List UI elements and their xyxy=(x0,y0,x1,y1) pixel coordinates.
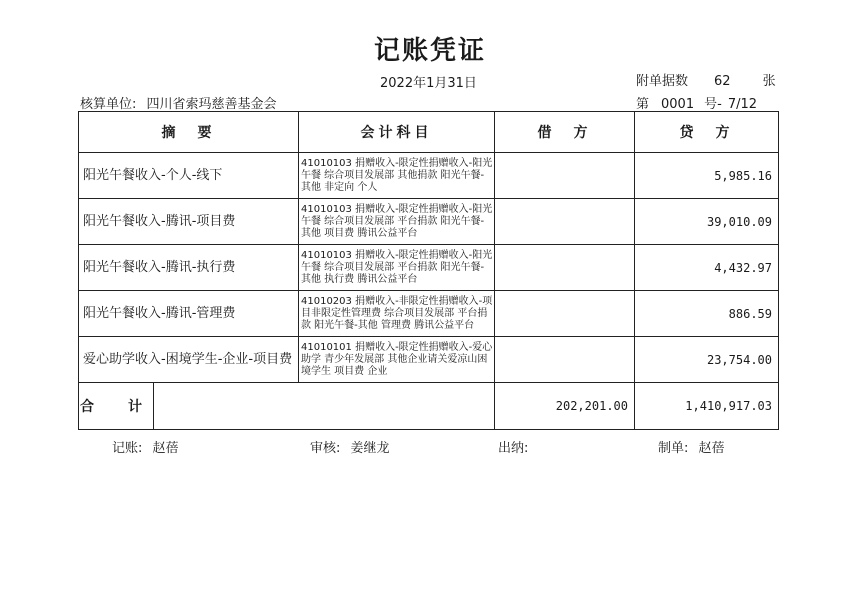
row-summary: 阳光午餐收入-腾讯-项目费 xyxy=(79,199,299,245)
row-summary: 阳光午餐收入-个人-线下 xyxy=(79,153,299,199)
total-label-cell xyxy=(79,383,495,430)
voucher-number-separator: 号- xyxy=(704,97,722,112)
table-row xyxy=(79,245,779,291)
attachment-number: 62 xyxy=(714,74,731,89)
reviewer-label: 审核: xyxy=(310,441,341,456)
accounting-unit-name: 四川省索玛慈善基金会 xyxy=(146,97,277,112)
accounting-unit xyxy=(80,93,277,112)
row-account: 41010101 捐赠收入-限定性捐赠收入-爱心助学 青少年发展部 其他企业请关爱凉山困境学生 项目费 企业 xyxy=(299,337,495,383)
row-credit: 886.59 xyxy=(635,291,779,337)
total-row xyxy=(79,383,779,430)
attachment-label: 附单据数 xyxy=(636,74,689,89)
table-row xyxy=(79,153,779,199)
voucher-table xyxy=(78,111,779,430)
voucher-number xyxy=(636,93,757,112)
row-summary: 阳光午餐收入-腾讯-管理费 xyxy=(79,291,299,337)
attachment-unit: 张 xyxy=(762,74,776,89)
reviewer-name: 姜继龙 xyxy=(350,441,390,456)
preparer xyxy=(658,437,725,456)
voucher-number-label: 第 xyxy=(636,97,650,112)
row-account: 41010203 捐赠收入-非限定性捐赠收入-项目非限定性管理费 综合项目发展部 平台捐款 阳光午餐-其他 管理费 腾讯公益平台 xyxy=(299,291,495,337)
row-debit xyxy=(495,245,635,291)
row-debit xyxy=(495,199,635,245)
row-account: 41010103 捐赠收入-限定性捐赠收入-阳光午餐 综合项目发展部 平台捐款 阳光午餐-其他 执行费 腾讯公益平台 xyxy=(299,245,495,291)
row-account: 41010103 捐赠收入-限定性捐赠收入-阳光午餐 综合项目发展部 平台捐款 阳光午餐-其他 项目费 腾讯公益平台 xyxy=(299,199,495,245)
preparer-label: 制单: xyxy=(658,441,689,456)
bookkeeper-name: 赵蓓 xyxy=(152,441,179,456)
preparer-name: 赵蓓 xyxy=(698,441,725,456)
bookkeeper-label: 记账: xyxy=(112,441,143,456)
reviewer xyxy=(310,437,390,456)
header-summary: 摘 要 xyxy=(79,112,299,153)
table-row xyxy=(79,199,779,245)
attachment-count xyxy=(636,70,776,89)
cashier-label: 出纳: xyxy=(498,441,529,456)
total-debit: 202,201.00 xyxy=(495,383,635,430)
voucher-page: 7/12 xyxy=(727,97,758,112)
total-label: 合 计 xyxy=(79,383,154,429)
row-credit: 4,432.97 xyxy=(635,245,779,291)
row-credit: 5,985.16 xyxy=(635,153,779,199)
header-credit: 贷 方 xyxy=(635,112,779,153)
voucher-date: 2022年1月31日 xyxy=(380,76,477,91)
header-account: 会计科目 xyxy=(299,112,495,153)
row-debit xyxy=(495,337,635,383)
row-summary: 爱心助学收入-困境学生-企业-项目费 xyxy=(79,337,299,383)
table-row xyxy=(79,337,779,383)
row-credit: 39,010.09 xyxy=(635,199,779,245)
cashier xyxy=(498,437,534,456)
row-debit xyxy=(495,291,635,337)
row-credit: 23,754.00 xyxy=(635,337,779,383)
row-debit xyxy=(495,153,635,199)
total-credit: 1,410,917.03 xyxy=(635,383,779,430)
accounting-unit-label: 核算单位: xyxy=(80,97,137,112)
voucher-number-value: 0001 xyxy=(661,97,695,112)
row-account: 41010103 捐赠收入-限定性捐赠收入-阳光午餐 综合项目发展部 其他捐款 阳光午餐-其他 非定向 个人 xyxy=(299,153,495,199)
bookkeeper xyxy=(112,437,179,456)
row-summary: 阳光午餐收入-腾讯-执行费 xyxy=(79,245,299,291)
total-blank xyxy=(154,383,494,429)
table-row xyxy=(79,291,779,337)
header-debit: 借 方 xyxy=(495,112,635,153)
voucher-title: 记账凭证 xyxy=(373,36,486,66)
